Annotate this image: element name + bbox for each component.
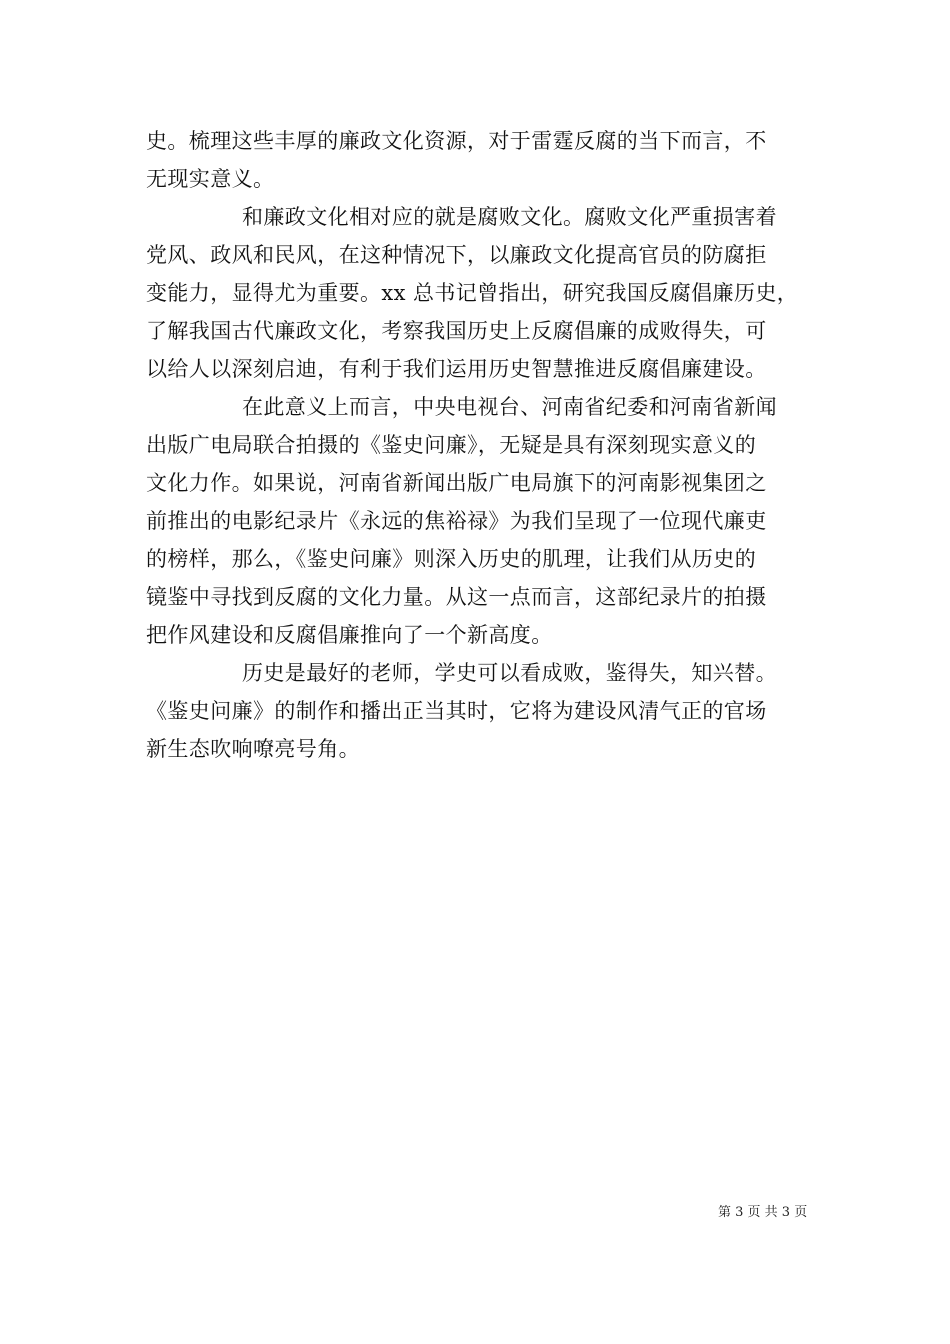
text-line: 《鉴史问廉》的制作和播出正当其时，它将为建设风清气正的官场: [146, 699, 767, 723]
text-line: 变能力，显得尤为重要。xx 总书记曾指出，研究我国反腐倡廉历史，: [146, 281, 799, 305]
paragraph-first-line: 和廉政文化相对应的就是腐败文化。腐败文化严重损害着: [242, 205, 777, 229]
text-line: 把作风建设和反腐倡廉推向了一个新高度。: [146, 623, 553, 647]
text-line: 了解我国古代廉政文化，考察我国历史上反腐倡廉的成败得失，可: [146, 319, 767, 343]
text-line: 文化力作。如果说，河南省新闻出版广电局旗下的河南影视集团之: [146, 471, 767, 495]
document-body: [146, 122, 816, 768]
text-line: 新生态吹响嘹亮号角。: [146, 737, 360, 761]
text-line: 前推出的电影纪录片《永远的焦裕禄》为我们呈现了一位现代廉吏: [146, 509, 767, 533]
page-footer: 第 3 页 共 3 页: [718, 1205, 808, 1220]
text-line: 出版广电局联合拍摄的《鉴史问廉》，无疑是具有深刻现实意义的: [146, 433, 757, 457]
text-line: 史。梳理这些丰厚的廉政文化资源，对于雷霆反腐的当下而言，不: [146, 129, 767, 153]
text-line: 镜鉴中寻找到反腐的文化力量。从这一点而言，这部纪录片的拍摄: [146, 585, 767, 609]
text-line: 的榜样，那么，《鉴史问廉》则深入历史的肌理，让我们从历史的: [146, 547, 757, 571]
paragraph-first-line: 历史是最好的老师，学史可以看成败，鉴得失，知兴替。: [242, 661, 777, 685]
text-line: 党风、政风和民风，在这种情况下，以廉政文化提高官员的防腐拒: [146, 243, 767, 267]
text-line: 以给人以深刻启迪，有利于我们运用历史智慧推进反腐倡廉建设。: [146, 357, 767, 381]
text-line: 无现实意义。: [146, 167, 275, 191]
paragraph-first-line: 在此意义上而言，中央电视台、河南省纪委和河南省新闻: [242, 395, 777, 419]
